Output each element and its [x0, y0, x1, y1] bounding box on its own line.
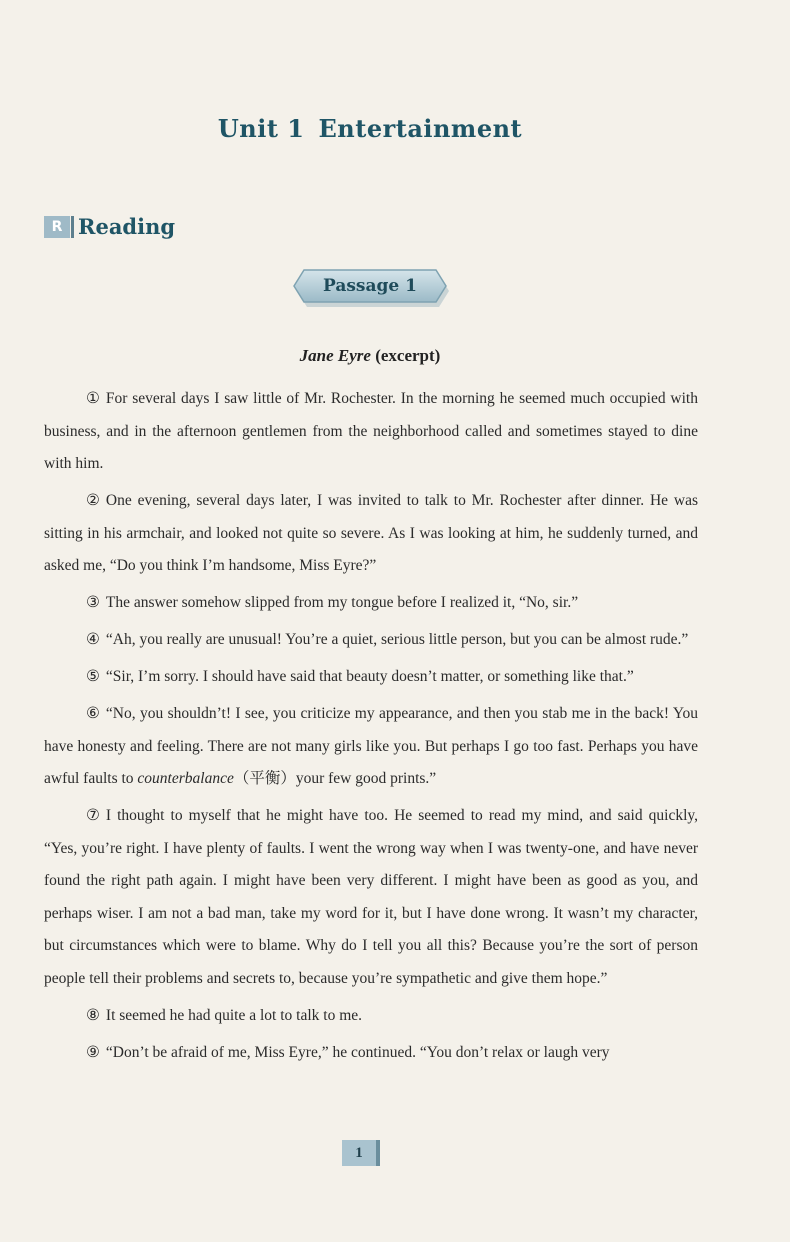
paragraph — [44, 624, 698, 657]
paragraph — [44, 661, 698, 694]
paragraph-number: ① — [86, 390, 100, 407]
paragraph-number: ⑦ — [86, 807, 100, 824]
paragraph — [44, 1000, 698, 1033]
reading-badge-icon: R — [44, 216, 70, 238]
paragraph-number: ⑨ — [86, 1043, 100, 1061]
paragraph-text: “Don’t be afraid of me, Miss Eyre,” he continued. “You don’t relax or laugh very — [105, 1043, 610, 1061]
page-number: 1 — [355, 1145, 363, 1161]
paragraph-number: ⑥ — [86, 705, 100, 722]
page-number-badge — [342, 1140, 382, 1170]
passage-banner — [290, 266, 450, 312]
paragraph-text: One evening, several days later, I was invited to talk to Mr. Rochester after dinner. He was sitting in his armchair, and looked not quite so severe. As I was looking at him, he suddenly turned, and asked me, “Do you think I’m handsome, Miss Eyre?” — [44, 492, 698, 574]
paragraph-number: ⑤ — [86, 668, 100, 685]
passage-label: Passage 1 — [323, 276, 417, 296]
paragraph-text: It seemed he had quite a lot to talk to me. — [105, 1006, 363, 1024]
paragraph-number: ④ — [86, 631, 100, 648]
paragraph-number: ⑧ — [86, 1006, 100, 1024]
unit-name: Entertainment — [318, 114, 523, 143]
paragraph-text: your few good prints.” — [295, 770, 437, 787]
paragraph-text: “No, you shouldn’t! I see, you criticize my appearance, and then you stab me in the back! You have honesty and feeling. There are not many girls like you. But perhaps I go too fast. Perhaps you have awful faults to — [44, 705, 698, 787]
paragraph-text: For several days I saw little of Mr. Rochester. In the morning he seemed much occupied with business, and in the afternoon gentlemen from the neighborhood called and sometimes stayed to dine with him. — [44, 390, 698, 472]
paragraph — [44, 800, 698, 995]
paragraph — [44, 1037, 698, 1070]
paragraph-text: “Sir, I’m sorry. I should have said that beauty doesn’t matter, or something like that.” — [105, 668, 634, 685]
passage-body — [44, 383, 698, 1074]
paragraph — [44, 485, 698, 583]
section-header — [44, 214, 175, 239]
paragraph — [44, 383, 698, 481]
paragraph-text: “Ah, you really are unusual! You’re a quiet, serious little person, but you can be almost rude.” — [105, 631, 689, 648]
word-gloss: （平衡） — [233, 770, 296, 787]
paragraph-text: I thought to myself that he might have too. He seemed to read my mind, and said quickly, “Yes, you’re right. I have plenty of faults. I went the wrong way when I was twenty-one, and have never found the right path again. I might have been very different. I might have been as good as you, and perhaps wiser. I am not a bad man, take my word for it, but I have done wrong. It wasn’t my character, but circumstances which were to blame. Why do I tell you all this? Because you’re the sort of person people tell their problems and secrets to, because you’re sympathetic and give them hope.” — [44, 807, 698, 987]
story-title-main: Jane Eyre — [299, 346, 371, 365]
story-title — [0, 346, 740, 366]
paragraph-text: The answer somehow slipped from my tongue before I realized it, “No, sir.” — [105, 594, 579, 611]
unit-number: Unit 1 — [217, 114, 305, 143]
paragraph — [44, 698, 698, 796]
paragraph-number: ③ — [86, 594, 100, 611]
unit-title — [0, 114, 740, 143]
paragraph-number: ② — [86, 492, 100, 509]
glossed-word: counterbalance — [137, 770, 234, 787]
section-label: Reading — [78, 214, 176, 239]
paragraph — [44, 587, 698, 620]
story-title-suffix: (excerpt) — [375, 346, 441, 365]
